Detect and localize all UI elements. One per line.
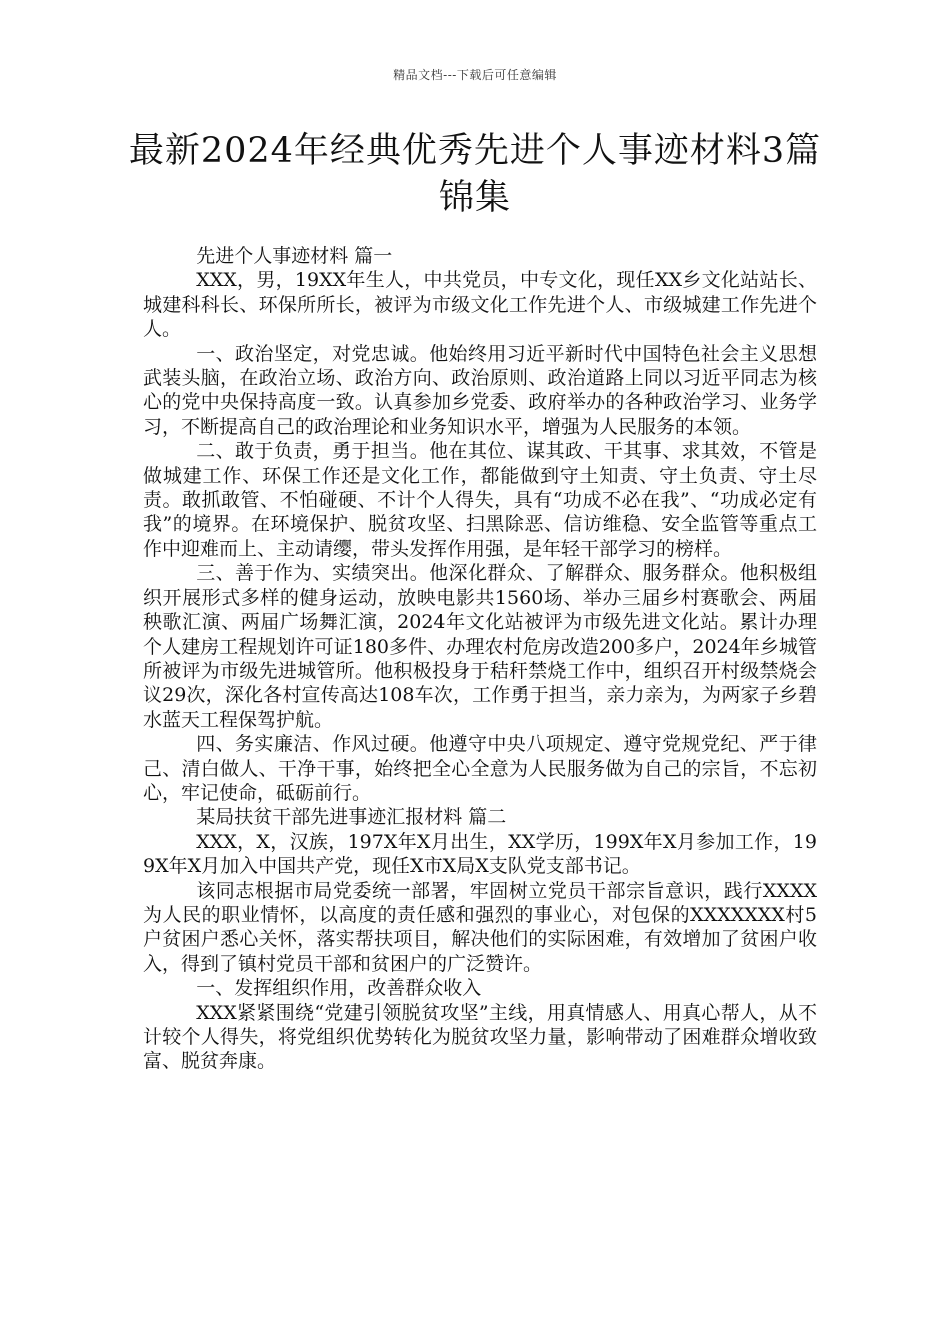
document-title: 最新2024年经典优秀先进个人事迹材料3篇锦集 — [128, 131, 822, 218]
body-paragraph: XXX，X，汉族，197X年X月出生，XX学历，199X年X月参加工作，199X年X月加入中国共产党，现任X市X局X支队党支部书记。 — [143, 830, 817, 878]
body-paragraph: XXX紧紧围绕“党建引领脱贫攻坚”主线，用真情感人、用真心帮人，从不计较个人得失，将党组织优势转化为脱贫攻坚力量，影响带动了困难群众增收致富、脱贫奔康。 — [143, 1001, 817, 1073]
sub-heading: 一、发挥组织作用，改善群众收入 — [196, 977, 482, 1000]
body-paragraph: XXX，男，19XX年生人，中共党员，中专文化，现任XX乡文化站站长、城建科科长、环保所所长，被评为市级文化工作先进个人、市级城建工作先进个人。 — [143, 269, 817, 341]
body-paragraph: 三、善于作为、实绩突出。他深化群众、了解群众、服务群众。他积极组织开展形式多样的健身运动，放映电影共1560场、举办三届乡村赛歌会、两届秧歌汇演、两届广场舞汇演，2024年文化站被评为市级先进文化站。累计办理个人建房工程规划许可证180多件、办理农村危房改造200多户，2024年乡城管所被评为市级先进城管所。他积极投身于秸秆禁烧工作中，组织召开村级禁烧会议29次，深化各村宣传高达108车次，工作勇于担当，亲力亲为，为两家子乡碧水蓝天工程保驾护航。 — [143, 562, 817, 731]
body-paragraph: 一、政治坚定，对党忠诚。他始终用习近平新时代中国特色社会主义思想武装头脑，在政治立场、政治方向、政治原则、政治道路上同以习近平同志为核心的党中央保持高度一致。认真参加乡党委、政府举办的各种政治学习、业务学习，不断提高自己的政治理论和业务知识水平，增强为人民服务的本领。 — [143, 342, 817, 438]
section-heading-2: 某局扶贫干部先进事迹汇报材料 篇二 — [196, 806, 507, 829]
body-paragraph: 四、务实廉洁、作风过硬。他遵守中央八项规定、遵守党规党纪、严于律己、清白做人、干净干事，始终把全心全意为人民服务做为自己的宗旨，不忘初心，牢记使命，砥砺前行。 — [143, 733, 817, 804]
section-heading-1: 先进个人事迹材料 篇一 — [196, 245, 393, 267]
body-paragraph: 二、敢于负责，勇于担当。他在其位、谋其政、干其事、求其效，不管是做城建工作、环保工作还是文化工作，都能做到守土知责、守土负责、守土尽责。敢抓敢管、不怕碰硬、不计个人得失，具有“功成不必在我”、“功成必定有我”的境界。在环境保护、脱贫攻坚、扫黑除恶、信访维稳、安全监管等重点工作中迎难而上、主动请缨，带头发挥作用强，是年轻干部学习的榜样。 — [143, 440, 817, 560]
document-body — [143, 244, 817, 1074]
header-note: 精品文档---下载后可任意编辑 — [393, 68, 557, 82]
body-paragraph: 该同志根据市局党委统一部署，牢固树立党员干部宗旨意识，践行XXXX为人民的职业情怀，以高度的责任感和强烈的事业心，对包保的XXXXXXX村5户贫困户悉心关怀，落实帮扶项目，解决他们的实际困难，有效增加了贫困户收入，得到了镇村党员干部和贫困户的广泛赞许。 — [143, 879, 817, 975]
